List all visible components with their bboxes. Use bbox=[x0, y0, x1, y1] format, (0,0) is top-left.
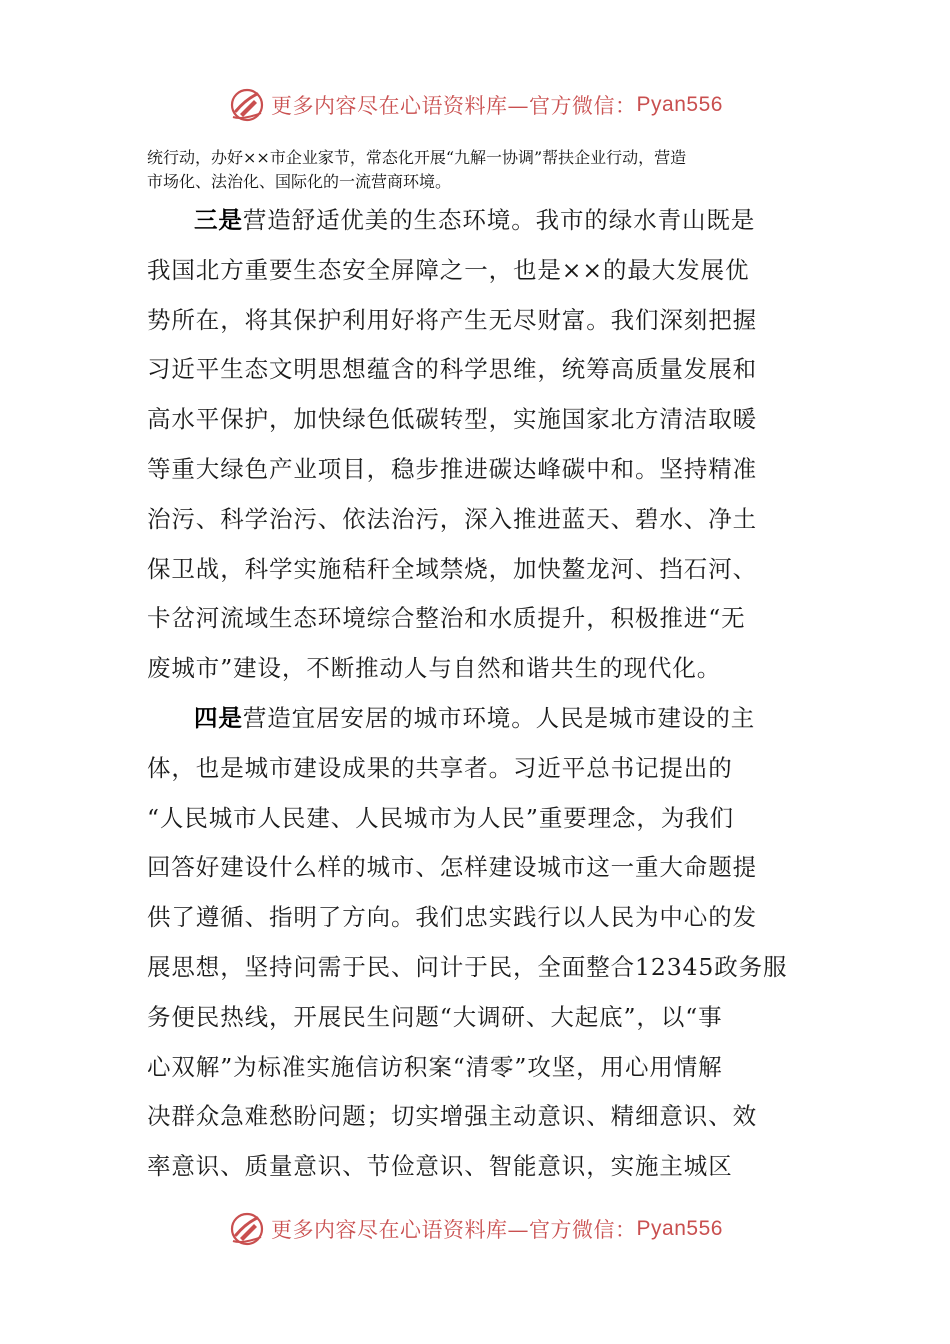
paragraph-line: 回答好建设什么样的城市、怎样建设城市这一重大命题提 bbox=[147, 853, 757, 882]
paragraph-line: 卡岔河流域生态环境综合整治和水质提升，积极推进“无 bbox=[147, 604, 746, 633]
pen-scroll-logo-icon bbox=[227, 1209, 267, 1249]
paragraph-first-line bbox=[147, 196, 807, 246]
paragraph-line: 展思想，坚持问需于民、问计于民，全面整合12345政务服 bbox=[147, 952, 788, 981]
paragraph-lead: 三是 bbox=[194, 206, 243, 234]
header-banner-brand: Pyan556 bbox=[636, 93, 723, 116]
continuation-text bbox=[147, 146, 807, 194]
paragraph-line: 心双解”为标准实施信访积案“清零”攻坚，用心用情解 bbox=[147, 1052, 723, 1081]
paragraph-line: 率意识、质量意识、节俭意识、智能意识，实施主城区 bbox=[147, 1152, 733, 1181]
paragraph-line: 保卫战，科学实施秸秆全域禁烧，加快鳌龙河、挡石河、 bbox=[147, 554, 757, 583]
paragraph-first-line-text: 营造舒适优美的生态环境。我市的绿水青山既是 bbox=[242, 206, 756, 234]
paragraph-line: 务便民热线，开展民生问题“大调研、大起底”，以“事 bbox=[147, 1002, 723, 1031]
paragraph-line: 决群众急难愁盼问题；切实增强主动意识、精细意识、效 bbox=[147, 1102, 757, 1131]
paragraph-line: 习近平生态文明思想蕴含的科学思维，统筹高质量发展和 bbox=[147, 355, 757, 384]
paragraph-line: 体，也是城市建设成果的共享者。习近平总书记提出的 bbox=[147, 753, 733, 782]
footer-banner bbox=[0, 1204, 950, 1254]
paragraph-city bbox=[147, 694, 807, 1192]
paragraph-line: 高水平保护，加快绿色低碳转型，实施国家北方清洁取暖 bbox=[147, 405, 757, 434]
paragraph-line: 供了遵循、指明了方向。我们忠实践行以人民为中心的发 bbox=[147, 903, 757, 932]
pen-scroll-logo-icon bbox=[227, 85, 267, 125]
paragraph-line: 我国北方重要生态安全屏障之一，也是××的最大发展优 bbox=[147, 255, 750, 284]
paragraph-line: 治污、科学治污、依法治污，深入推进蓝天、碧水、净土 bbox=[147, 504, 757, 533]
paragraph-lead: 四是 bbox=[194, 704, 243, 732]
continuation-line: 市场化、法治化、国际化的一流营商环境。 bbox=[147, 172, 452, 191]
continuation-line: 统行动，办好××市企业家节，常态化开展“九解一协调”帮扶企业行动，营造 bbox=[147, 148, 687, 167]
footer-banner-brand: Pyan556 bbox=[636, 1217, 723, 1240]
paragraph-line: 等重大绿色产业项目，稳步推进碳达峰碳中和。坚持精准 bbox=[147, 454, 757, 483]
header-banner-text: 更多内容尽在心语资料库—官方微信： bbox=[271, 94, 637, 118]
paragraph-ecology bbox=[147, 196, 807, 694]
footer-banner-text: 更多内容尽在心语资料库—官方微信： bbox=[271, 1218, 637, 1242]
paragraph-line: 势所在，将其保护利用好将产生无尽财富。我们深刻把握 bbox=[147, 305, 757, 334]
header-banner bbox=[0, 80, 950, 130]
paragraph-first-line-text: 营造宜居安居的城市环境。人民是城市建设的主 bbox=[242, 704, 756, 732]
paragraph-line: 废城市”建设，不断推动人与自然和谐共生的现代化。 bbox=[147, 654, 722, 683]
paragraph-line: “人民城市人民建、人民城市为人民”重要理念，为我们 bbox=[147, 803, 735, 832]
paragraph-first-line bbox=[147, 694, 807, 744]
